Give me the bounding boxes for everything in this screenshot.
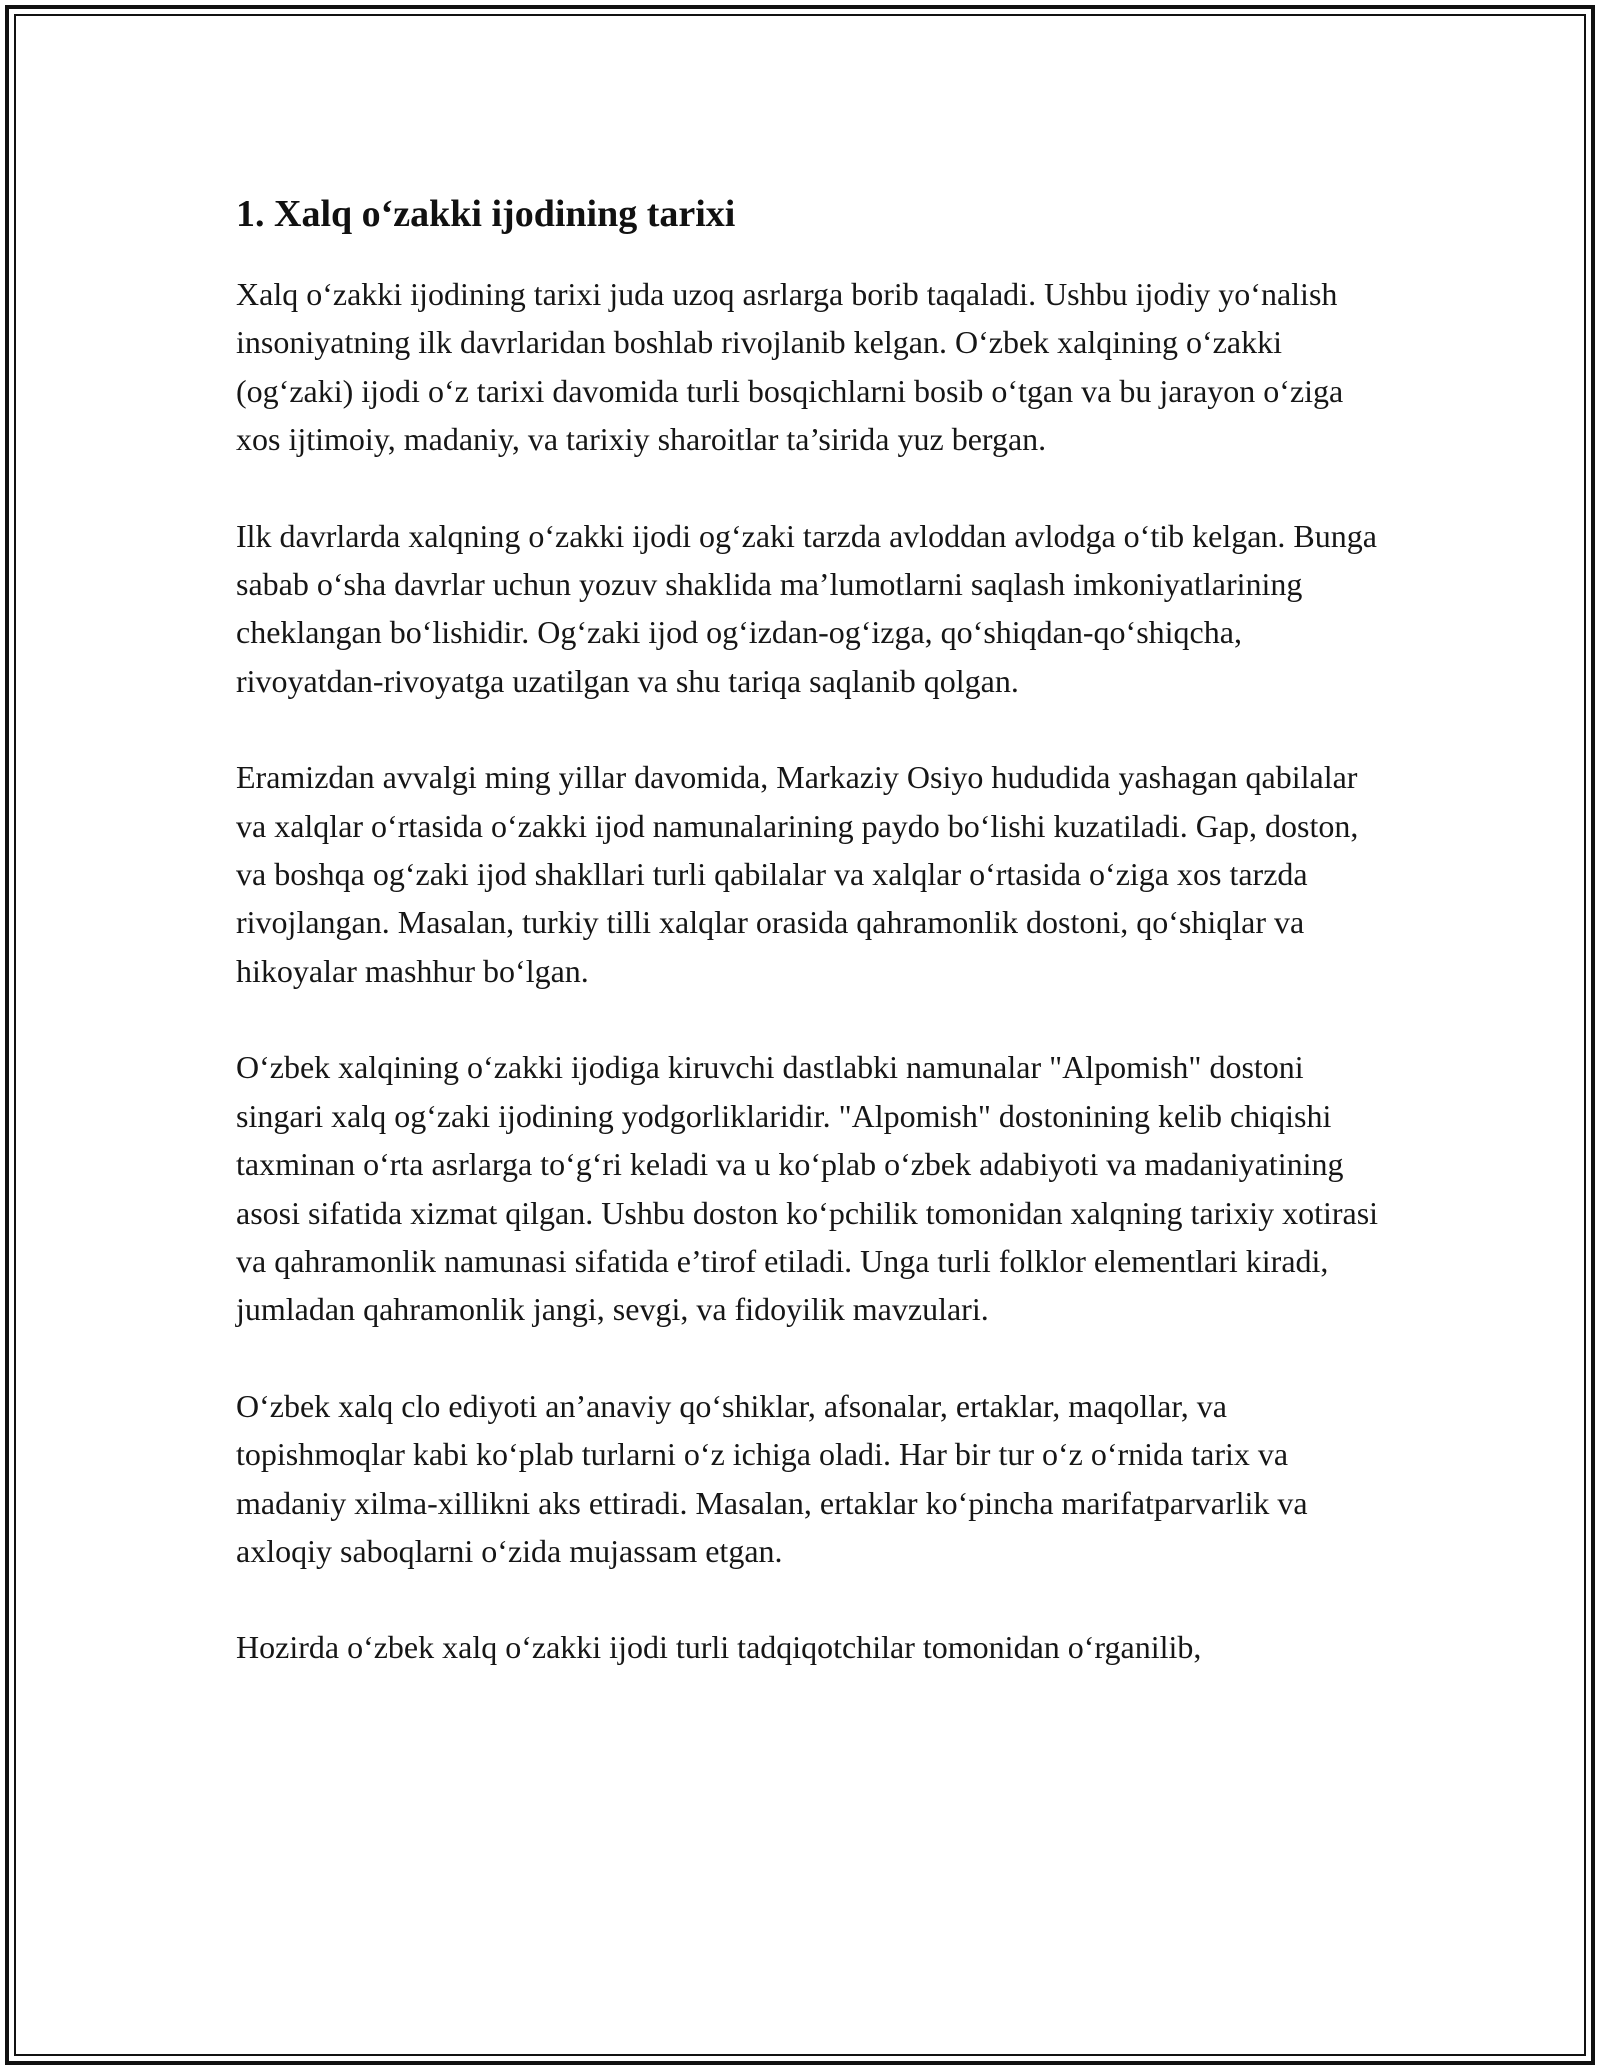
paragraph-1: Xalq o‘zakki ijodining tarixi juda uzoq asrlarga borib taqaladi. Ushbu ijodiy yo‘nalish insoniyatning ilk davrlaridan boshlab rivojlanib kelgan. O‘zbek xalqining o‘zakki (og‘zaki) ijodi o‘z tarixi davomida turli bosqichlarni bosib o‘tgan va bu jarayon o‘ziga xos ijtimoiy, madaniy, va tarixiy sharoitlar ta’sirida yuz bergan. <box>236 276 1344 458</box>
paragraph-3: Eramizdan avvalgi ming yillar davomida, Markaziy Osiyo hududida yashagan qabilalar va xalqlar o‘rtasida o‘zakki ijod namunalarining paydo bo‘lishi kuzatiladi. Gap, doston, va boshqa og‘zaki ijod shakllari turli qabilalar va xalqlar o‘rtasida o‘ziga xos tarzda rivojlangan. Masalan, turkiy tilli xalqlar orasida qahramonlik dostoni, qo‘shiqlar va hikoyalar mashhur bo‘lgan. <box>236 759 1359 989</box>
document-body <box>236 188 1386 1720</box>
paragraph-4: O‘zbek xalqining o‘zakki ijodiga kiruvchi dastlabki namunalar "Alpomish" dostoni singari xalq og‘zaki ijodining yodgorliklaridir. "Alpomish" dostonining kelib chiqishi taxminan o‘rta asrlarga to‘g‘ri keladi va u ko‘plab o‘zbek adabiyoti va madaniyatining asosi sifatida xizmat qilgan. Ushbu doston ko‘pchilik tomonidan xalqning tarixiy xotirasi va qahramonlik namunasi sifatida e’tirof etiladi. Unga turli folklor elementlari kiradi, jumladan qahramonlik jangi, sevgi, va fidoyilik mavzulari. <box>236 1049 1379 1328</box>
paragraph-5: O‘zbek xalq clo ediyoti an’anaviy qo‘shiklar, afsonalar, ertaklar, maqollar, va topishmoqlar kabi ko‘plab turlarni o‘z ichiga oladi. Har bir tur o‘z o‘rnida tarix va madaniy xilma-xillikni aks ettiradi. Masalan, ertaklar ko‘pincha marifatparvarlik va axloqiy saboqlarni o‘zida mujassam etgan. <box>236 1387 1308 1569</box>
section-heading: 1. Xalq o‘zakki ijodining tarixi <box>236 193 736 235</box>
paragraph-6: Hozirda o‘zbek xalq o‘zakki ijodi turli tadqiqotchilar tomonidan o‘rganilib, <box>236 1629 1202 1666</box>
paragraph-2: Ilk davrlarda xalqning o‘zakki ijodi og‘zaki tarzda avloddan avlodga o‘tib kelgan. Bunga sabab o‘sha davrlar uchun yozuv shaklida ma’lumotlarni saqlash imkoniyatlarining cheklangan bo‘lishidir. Og‘zaki ijod og‘izdan-og‘izga, qo‘shiqdan-qo‘shiqcha, rivoyatdan-rivoyatga uzatilgan va shu tariqa saqlanib qolgan. <box>236 517 1377 699</box>
